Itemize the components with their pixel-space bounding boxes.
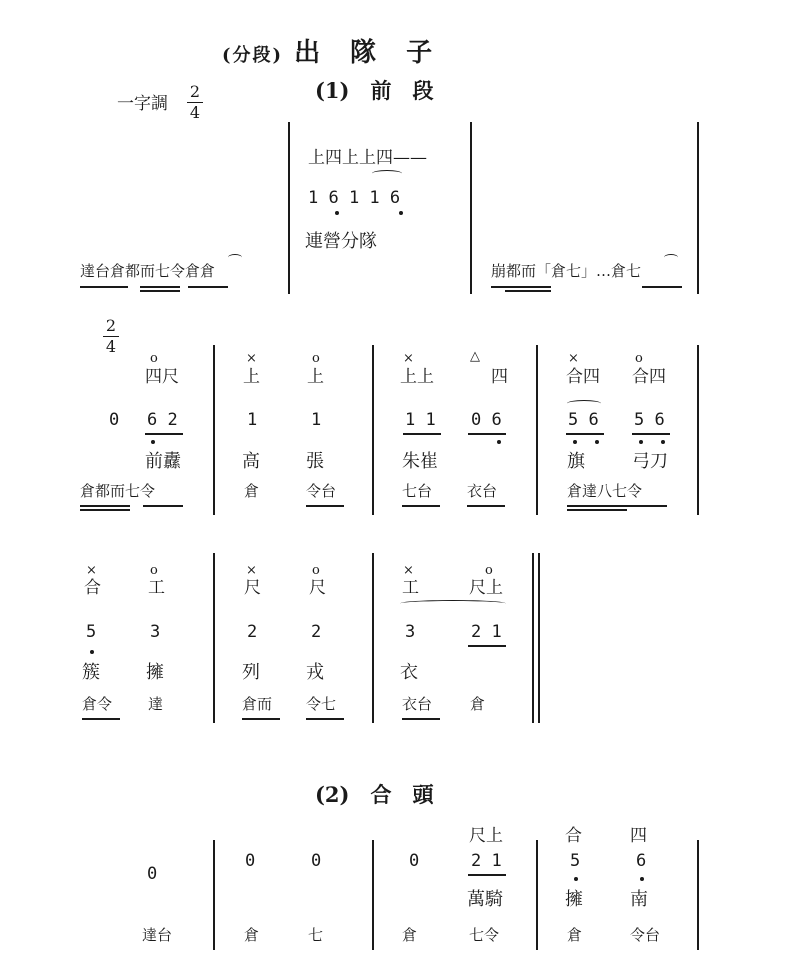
lyric: 列 <box>242 662 260 683</box>
gongche-note: 工 <box>402 578 419 598</box>
gongche-note: 合 <box>565 826 582 846</box>
meter-bottom: 4 <box>105 337 117 356</box>
intro-gongche-text: 上四上上四 <box>308 148 393 168</box>
jianpu-note: 0 <box>409 851 420 871</box>
jianpu-note: 2 <box>311 622 322 642</box>
low-octave-dot <box>399 211 403 215</box>
jianpu-note: 0 <box>311 851 322 871</box>
underline <box>242 718 280 720</box>
percussion: 倉 <box>470 695 486 713</box>
intro-gongche <box>308 150 427 167</box>
underline <box>143 505 183 507</box>
jianpu-note: 1 1 <box>405 410 436 430</box>
circle-mark: o <box>150 563 158 578</box>
percussion: 七 <box>308 926 324 944</box>
beam <box>566 433 604 435</box>
jianpu-note: 2 1 <box>471 851 502 871</box>
jianpu-note: 5 <box>86 622 97 642</box>
barline <box>288 122 290 294</box>
percussion: 倉令 <box>82 695 113 713</box>
underline <box>491 286 551 288</box>
barline <box>372 840 374 950</box>
cross-mark: × <box>86 563 97 578</box>
gongche-note: 上 <box>307 367 324 387</box>
underline <box>402 718 440 720</box>
barline <box>536 840 538 950</box>
underline <box>306 718 344 720</box>
gongche-note: 上 <box>243 367 260 387</box>
meter-bottom: 4 <box>189 103 201 122</box>
gongche-note: 尺上 <box>469 826 503 846</box>
cross-mark: × <box>403 563 414 578</box>
percussion: 達台 <box>142 926 173 944</box>
lyric: 南 <box>630 889 648 910</box>
underline <box>505 290 551 292</box>
jianpu-note: 0 <box>245 851 256 871</box>
slur <box>567 400 601 407</box>
percussion: 七台 <box>402 482 433 500</box>
lyric: 前纛 <box>145 451 181 472</box>
cross-mark: × <box>403 351 414 366</box>
row1-meter <box>103 318 119 355</box>
page-title <box>222 40 434 66</box>
percussion: 令台 <box>306 482 337 500</box>
circle-mark: o <box>312 351 320 366</box>
gongche-note: 合 <box>84 578 101 598</box>
section-heading-2: (2) 合 頭 <box>315 782 434 807</box>
percussion: 倉都而七令 <box>80 482 156 500</box>
beam <box>468 874 506 876</box>
jianpu-note: 2 <box>247 622 258 642</box>
underline <box>567 505 667 507</box>
jianpu-note: 3 <box>150 622 161 642</box>
barline <box>213 840 215 950</box>
title-subtitle: (分段) <box>222 45 284 66</box>
barline <box>213 553 215 723</box>
underline <box>140 290 180 292</box>
low-octave-dot <box>595 440 599 444</box>
lyric: 擁 <box>565 889 583 910</box>
cross-mark: × <box>246 563 257 578</box>
jianpu-note: 1 <box>311 410 322 430</box>
barline <box>372 553 374 723</box>
gongche-note: 尺 <box>309 578 326 598</box>
beam <box>468 645 506 647</box>
low-octave-dot <box>573 440 577 444</box>
lyric: 衣 <box>400 662 418 683</box>
low-octave-dot <box>90 650 94 654</box>
title-main: 出 隊 子 <box>294 38 435 68</box>
gongche-note: 四 <box>630 826 647 846</box>
jianpu-note: 2 1 <box>471 622 502 642</box>
gongche-note: 上上 <box>400 367 434 387</box>
low-octave-dot <box>640 877 644 881</box>
intro-lyric: 連營分隊 <box>305 231 377 252</box>
low-octave-dot <box>639 440 643 444</box>
lyric: 萬騎 <box>467 889 503 910</box>
fermata <box>664 254 678 261</box>
lyric: 張 <box>306 451 324 472</box>
intro-jianpu: 1 6 1 1 6 <box>308 188 401 208</box>
lyric: 戎 <box>306 662 324 683</box>
key-meter <box>187 84 203 121</box>
barline <box>470 122 472 294</box>
jianpu-note: 3 <box>405 622 416 642</box>
jianpu-note: 6 <box>636 851 647 871</box>
gongche-note: 合四 <box>566 367 600 387</box>
low-octave-dot <box>335 211 339 215</box>
percussion: 倉而 <box>242 695 273 713</box>
lyric: 簇 <box>82 662 100 683</box>
lyric: 旗 <box>567 451 585 472</box>
lyric: 高 <box>242 451 260 472</box>
gongche-note: 四尺 <box>145 367 179 387</box>
barline <box>213 345 215 515</box>
underline <box>306 505 344 507</box>
lyric: 朱崔 <box>402 451 438 472</box>
slur <box>400 600 506 607</box>
barline <box>697 345 699 515</box>
percussion: 衣台 <box>467 482 498 500</box>
triangle-mark: △ <box>470 349 480 364</box>
low-octave-dot <box>151 440 155 444</box>
key-label: 一字調 <box>117 94 168 114</box>
slur <box>372 170 402 177</box>
intro-perc-left: 達台倉都而七令倉倉 <box>80 262 216 280</box>
percussion: 倉 <box>244 482 260 500</box>
jianpu-note: 5 <box>570 851 581 871</box>
cross-mark: × <box>568 351 579 366</box>
underline <box>467 505 505 507</box>
jianpu-note: 0 <box>147 864 158 884</box>
barline <box>538 553 540 723</box>
jianpu-note: 5 6 <box>634 410 665 430</box>
percussion: 令台 <box>630 926 661 944</box>
circle-mark: o <box>485 563 493 578</box>
gongche-note: 工 <box>148 578 165 598</box>
barline <box>697 122 699 294</box>
underline <box>140 286 180 288</box>
low-octave-dot <box>661 440 665 444</box>
percussion: 倉 <box>244 926 260 944</box>
intro-dash: —— <box>393 148 427 168</box>
underline <box>642 286 682 288</box>
barline <box>372 345 374 515</box>
intro-perc-right: 崩都而「倉七」…倉七 <box>491 262 642 280</box>
gongche-note: 合四 <box>632 367 666 387</box>
underline <box>188 286 228 288</box>
underline <box>80 286 128 288</box>
fermata <box>228 254 242 261</box>
lyric: 擁 <box>146 662 164 683</box>
meter-top: 2 <box>105 316 117 335</box>
barline <box>536 345 538 515</box>
beam <box>403 433 441 435</box>
low-octave-dot <box>497 440 501 444</box>
jianpu-note: 6 2 <box>147 410 178 430</box>
meter-top: 2 <box>189 82 201 101</box>
percussion: 令七 <box>306 695 337 713</box>
barline <box>532 553 534 723</box>
underline <box>80 509 130 511</box>
cross-mark: × <box>246 351 257 366</box>
underline <box>80 505 130 507</box>
circle-mark: o <box>635 351 643 366</box>
underline <box>567 509 627 511</box>
percussion: 七令 <box>469 926 500 944</box>
circle-mark: o <box>312 563 320 578</box>
percussion: 倉 <box>402 926 418 944</box>
percussion: 倉 <box>567 926 583 944</box>
beam <box>632 433 670 435</box>
jianpu-note: 1 <box>247 410 258 430</box>
beam <box>145 433 183 435</box>
beam <box>468 433 506 435</box>
percussion: 衣台 <box>402 695 433 713</box>
jianpu-note: 0 6 <box>471 410 502 430</box>
low-octave-dot <box>574 877 578 881</box>
jianpu-note: 0 <box>109 410 120 430</box>
barline <box>697 840 699 950</box>
percussion: 達 <box>148 695 164 713</box>
gongche-note: 四 <box>491 367 508 387</box>
lyric: 弓刀 <box>632 451 668 472</box>
gongche-note: 尺 <box>244 578 261 598</box>
percussion: 倉達八七令 <box>567 482 643 500</box>
underline <box>402 505 440 507</box>
gongche-note: 尺上 <box>469 578 503 598</box>
jianpu-note: 5 6 <box>568 410 599 430</box>
section-heading-1: (1) 前 段 <box>315 78 434 103</box>
underline <box>82 718 120 720</box>
circle-mark: o <box>150 351 158 366</box>
